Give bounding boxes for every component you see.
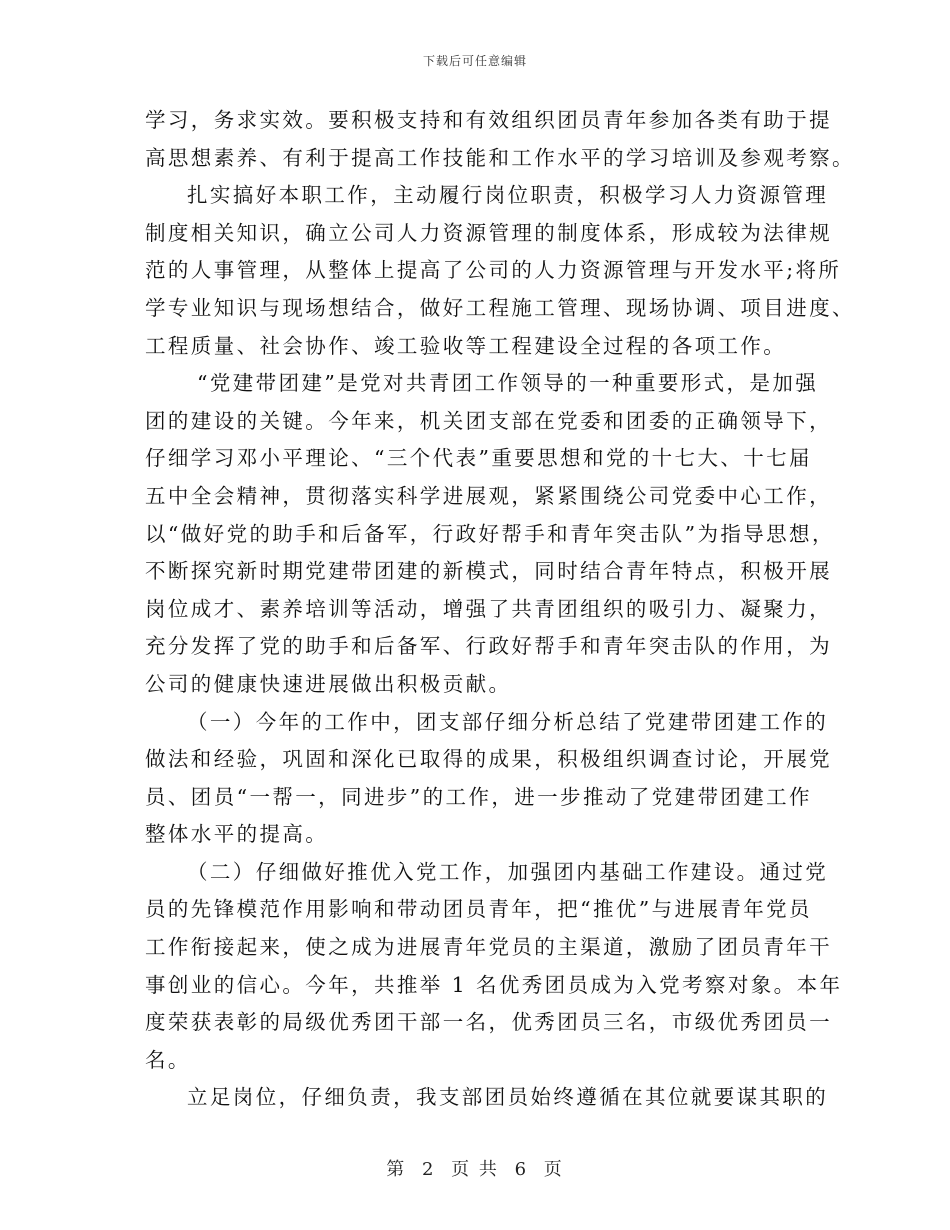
text-line: 工程质量、社会协作、竣工验收等工程建设全过程的各项工作。 [145,333,787,358]
text-line: “党建带团建”是党对共青团工作领导的一种重要形式，是加强 [197,371,819,396]
text-line: 岗位成才、素养培训等活动，增强了共青团组织的吸引力、凝聚力， [145,596,832,621]
current-page-number: 2 [421,1159,436,1180]
text-line: 事创业的信心。今年，共推举 1 名优秀团员成为入党考察对象。本年 [145,972,843,997]
text-line: 团的建设的关键。今年来，机关团支部在党委和团委的正确领导下， [145,408,832,433]
paragraph-3 [145,365,835,703]
text-line: 范的人事管理，从整体上提高了公司的人力资源管理与开发水平;将所 [145,258,842,283]
document-body [145,102,855,1117]
text-line: 不断探究新时期党建带团建的新模式，同时结合青年特点，积极开展 [145,559,832,584]
footer-suffix: 页 [543,1159,564,1180]
text-line: 员、团员“一帮一，同进步”的工作，进一步推动了党建带团建工作 [145,784,812,809]
text-line: 整体水平的提高。 [145,822,329,847]
text-line: 仔细学习邓小平理论、“三个代表”重要思想和党的十七大、十七届 [145,446,812,471]
paragraph-4 [145,704,832,854]
text-line: 工作衔接起来，使之成为进展青年党员的主渠道，激励了团员青年干 [145,935,832,960]
text-line: （一）今年的工作中，团支部仔细分析总结了党建带团建工作的 [187,709,829,734]
text-line: 充分发挥了党的助手和后备军、行政好帮手和青年突击队的作用，为 [145,634,832,659]
text-line: 五中全会精神，贯彻落实科学进展观，紧紧围绕公司党委中心工作， [145,483,832,508]
page-header: 下载后可任意编辑 [422,54,527,68]
text-line: 制度相关知识，确立公司人力资源管理的制度体系，形成较为法律规 [145,220,832,245]
paragraph-6 [145,1079,829,1117]
text-line: 立足岗位，仔细负责，我支部团员始终遵循在其位就要谋其职的 [187,1085,829,1110]
text-line: 高思想素养、有利于提高工作技能和工作水平的学习培训及参观考察。 [145,145,855,170]
text-line: 做法和经验，巩固和深化已取得的成果，积极组织调查讨论，开展党 [145,747,832,772]
text-line: 公司的健康快速进展做出积极贡献。 [145,671,512,696]
text-line: （二）仔细做好推优入党工作，加强团内基础工作建设。通过党 [187,859,829,884]
paragraph-2 [145,177,855,365]
text-line: 学习，务求实效。要积极支持和有效组织团员青年参加各类有助于提 [145,108,832,132]
text-line: 名。 [145,1047,191,1072]
text-line: 学专业知识与现场想结合，做好工程施工管理、现场协调、项目进度、 [145,295,855,320]
text-line: 员的先锋模范作用影响和带动团员青年，把“推优”与进展青年党员 [145,897,812,922]
paragraph-5 [145,854,843,1080]
footer-prefix: 第 [386,1159,407,1180]
page-footer [0,1155,950,1181]
paragraph-1 [145,102,855,177]
text-line: 以“做好党的助手和后备军，行政好帮手和青年突击队”为指导思想， [145,521,835,546]
total-page-count: 6 [514,1159,529,1180]
text-line: 扎实搞好本职工作，主动履行岗位职责，积极学习人力资源管理 [187,183,829,208]
text-line: 度荣获表彰的局级优秀团干部一名，优秀团员三名，市级优秀团员一 [145,1010,832,1035]
footer-middle: 页 共 [451,1159,499,1180]
